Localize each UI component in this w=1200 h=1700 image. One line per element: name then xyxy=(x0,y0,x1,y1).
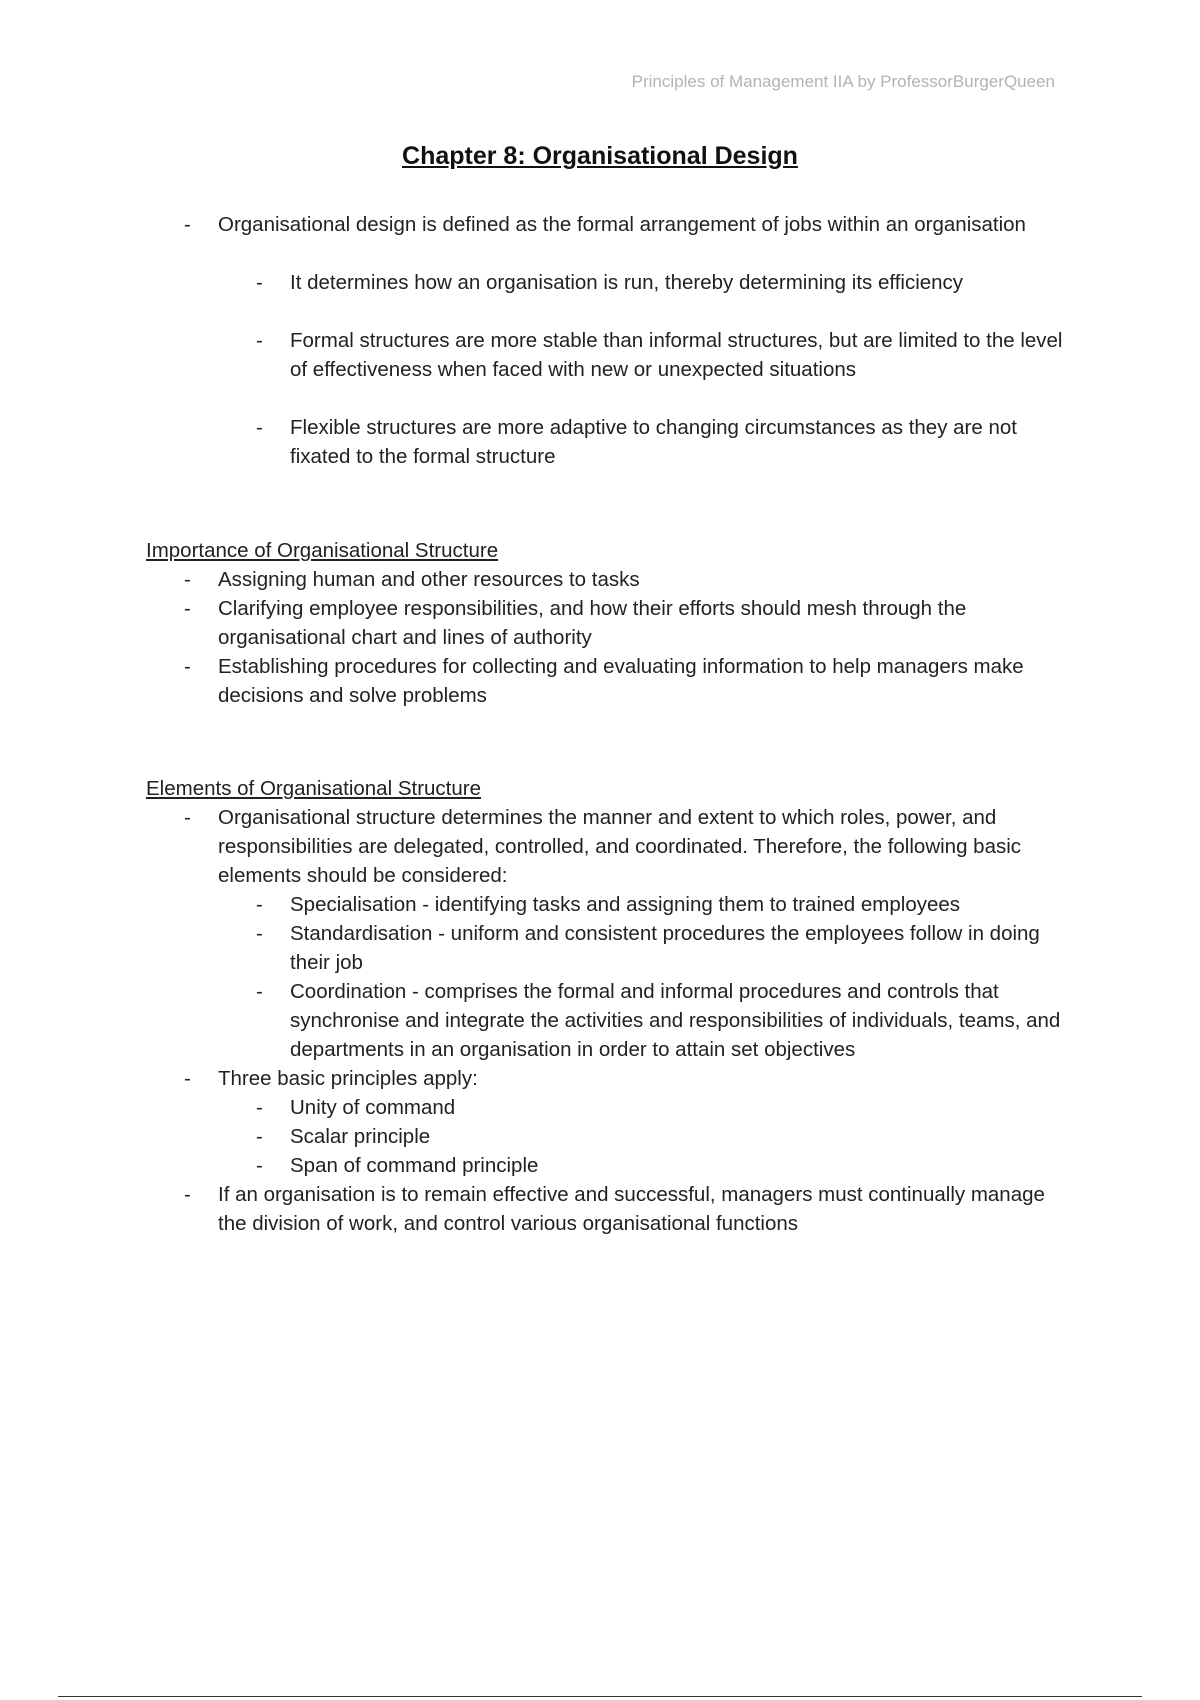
list-item: - Coordination - comprises the formal and informal procedures and controls that synchronise and integrate the activities and responsibilities of individuals, teams, and departments in an organisation in order to attain set objectives xyxy=(146,977,1066,1064)
elements-sub-list xyxy=(146,890,1066,1064)
list-item: - Organisational structure determines the manner and extent to which roles, power, and responsibilities are delegated, controlled, and coordinated. Therefore, the following basic elements should be considered: xyxy=(146,803,1066,890)
document-body xyxy=(146,210,1066,1238)
header-note: Principles of Management IIA by ProfessorBurgerQueen xyxy=(631,72,1055,91)
list-item: - If an organisation is to remain effective and successful, managers must continually manage the division of work, and control various organisational functions xyxy=(146,1180,1066,1238)
principles-sub-list xyxy=(146,1093,1066,1180)
chapter-title: Chapter 8: Organisational Design xyxy=(402,142,798,170)
importance-list xyxy=(146,565,1066,710)
list-item: - Establishing procedures for collecting and evaluating information to help managers make decisions and solve problems xyxy=(146,652,1066,710)
intro-list xyxy=(146,210,1066,239)
list-item: - Scalar principle xyxy=(146,1122,1066,1151)
list-item: - It determines how an organisation is run, thereby determining its efficiency xyxy=(146,268,1066,297)
list-item: - Clarifying employee responsibilities, and how their efforts should mesh through the organisational chart and lines of authority xyxy=(146,594,1066,652)
principles-list xyxy=(146,1064,1066,1093)
list-item: - Flexible structures are more adaptive to changing circumstances as they are not fixated to the formal structure xyxy=(146,413,1066,471)
section-heading-importance: Importance of Organisational Structure xyxy=(146,539,499,562)
list-item: - Specialisation - identifying tasks and assigning them to trained employees xyxy=(146,890,1066,919)
list-item: - Standardisation - uniform and consistent procedures the employees follow in doing their job xyxy=(146,919,1066,977)
list-item: - Assigning human and other resources to tasks xyxy=(146,565,1066,594)
list-item: - Organisational design is defined as the formal arrangement of jobs within an organisation xyxy=(146,210,1066,239)
list-item: - Unity of command xyxy=(146,1093,1066,1122)
section-heading-elements: Elements of Organisational Structure xyxy=(146,777,481,800)
page-divider xyxy=(58,1696,1142,1697)
elements-list xyxy=(146,803,1066,890)
list-item: - Formal structures are more stable than informal structures, but are limited to the level of effectiveness when faced with new or unexpected situations xyxy=(146,326,1066,384)
list-item: - Three basic principles apply: xyxy=(146,1064,1066,1093)
intro-sub-list xyxy=(146,268,1066,471)
closing-list xyxy=(146,1180,1066,1238)
list-item: - Span of command principle xyxy=(146,1151,1066,1180)
